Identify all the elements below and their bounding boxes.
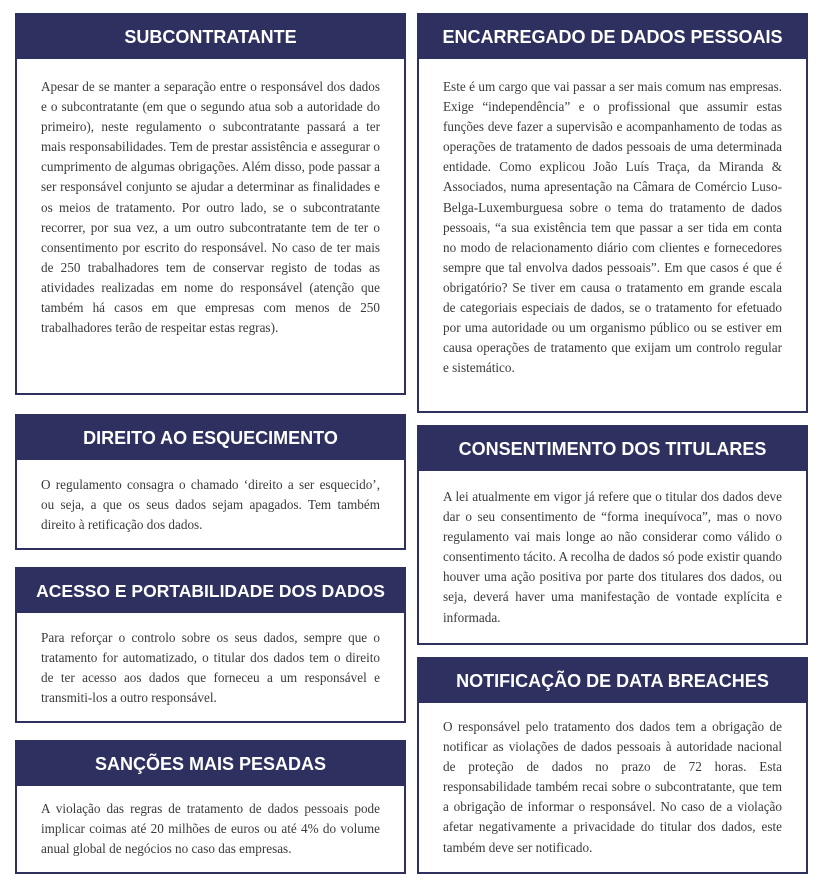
section-text: Apesar de se manter a separação entre o responsável dos dados e o subcontratante (em que o segundo atua sob a autoridade do primeiro), neste regulamento o subcontratante passará a ter mais responsabilidades. Tem de prestar assistência e assegurar o cumprimento de algumas obrigações. Além disso, pode passar a ser responsável conjunto se ajudar a determinar as finalidades e os meios de tratamento. Por outro lado, se o subcontratante recorrer, por sua vez, a um outro subcontratante tem de ter o consentimento por escrito do responsável. No caso de ter mais de 250 trabalhadores tem de conservar registo de todas as atividades realizadas em nome do responsável (atenção que também há casos em que empresas com menos de 250 trabalhadores terão de respeitar estas regras).: [41, 79, 380, 336]
section-text: A lei atualmente em vigor já refere que o titular dos dados deve dar o seu consentimento de “forma inequívoca”, mas o novo regulamento vai mais longe ao não considerar como válido o consentimento tácito. A recolha de dados só pode existir quando houver uma ação positiva por parte dos titulares dos dados, ou seja, deverá haver uma manifestação de vontade explícita e informada.: [443, 489, 782, 625]
section-notificacao-data-breaches: [417, 657, 808, 874]
section-text: Para reforçar o controlo sobre os seus dados, sempre que o tratamento for automatizado, o titular dos dados tem o direito de ter acesso aos dados que forneceu a um responsável e transmiti-los a outro responsável.: [41, 630, 380, 706]
section-title: CONSENTIMENTO DOS TITULARES: [419, 427, 806, 471]
section-title: SANÇÕES MAIS PESADAS: [17, 742, 404, 786]
section-title: NOTIFICAÇÃO DE DATA BREACHES: [419, 659, 806, 703]
section-encarregado-dados: [417, 13, 808, 413]
section-title: SUBCONTRATANTE: [17, 15, 404, 59]
section-title: ACESSO E PORTABILIDADE DOS DADOS: [17, 569, 404, 613]
section-consentimento: [417, 425, 808, 645]
section-text: O responsável pelo tratamento dos dados tem a obrigação de notificar as violações de dados pessoais à autoridade nacional de proteção de dados no prazo de 72 horas. Esta responsabilidade também recai sobre o subcontratante, que tem a obrigação de informar o responsável. No caso de a violação afetar negativamente a privacidade do titular dos dados, este também deve ser notificado.: [443, 719, 782, 855]
section-text: A violação das regras de tratamento de dados pessoais pode implicar coimas até 20 milhões de euros ou até 4% do volume anual global de negócios no caso das empresas.: [41, 801, 380, 857]
section-text: O regulamento consagra o chamado ‘direito a ser esquecido’, ou seja, a que os seus dados sejam apagados. Tem também direito à retificação dos dados.: [41, 477, 380, 533]
section-sancoes: [15, 740, 406, 874]
section-text: Este é um cargo que vai passar a ser mais comum nas empresas. Exige “independência” e o profissional que assumir estas funções deve fazer a supervisão e acompanhamento de todas as operações de tratamento de dados pessoais de uma determinada entidade. Como explicou João Luís Traça, da Miranda & Associados, numa apresentação na Câmara de Comércio Luso-Belga-Luxemburguesa sobre o tema do tratamento de dados pessoais, “a sua existência tem que passar a ser tida em conta no modo de relacionamento diário com clientes e fornecedores sempre que tal envolva dados pessoais”. Em que casos é que é obrigatório? Se tiver em causa o tratamento em grande escala de categoriais especiais de dados, se o tratamento for efetuado por uma autoridade ou um organismo público ou se estiver em causa operações de tratamento que exijam um controlo regular e sistemático.: [443, 79, 782, 376]
section-acesso-portabilidade: [15, 567, 406, 723]
section-direito-ao-esquecimento: [15, 414, 406, 550]
section-title: ENCARREGADO DE DADOS PESSOAIS: [419, 15, 806, 59]
section-title: DIREITO AO ESQUECIMENTO: [17, 416, 404, 460]
section-subcontratante: [15, 13, 406, 395]
